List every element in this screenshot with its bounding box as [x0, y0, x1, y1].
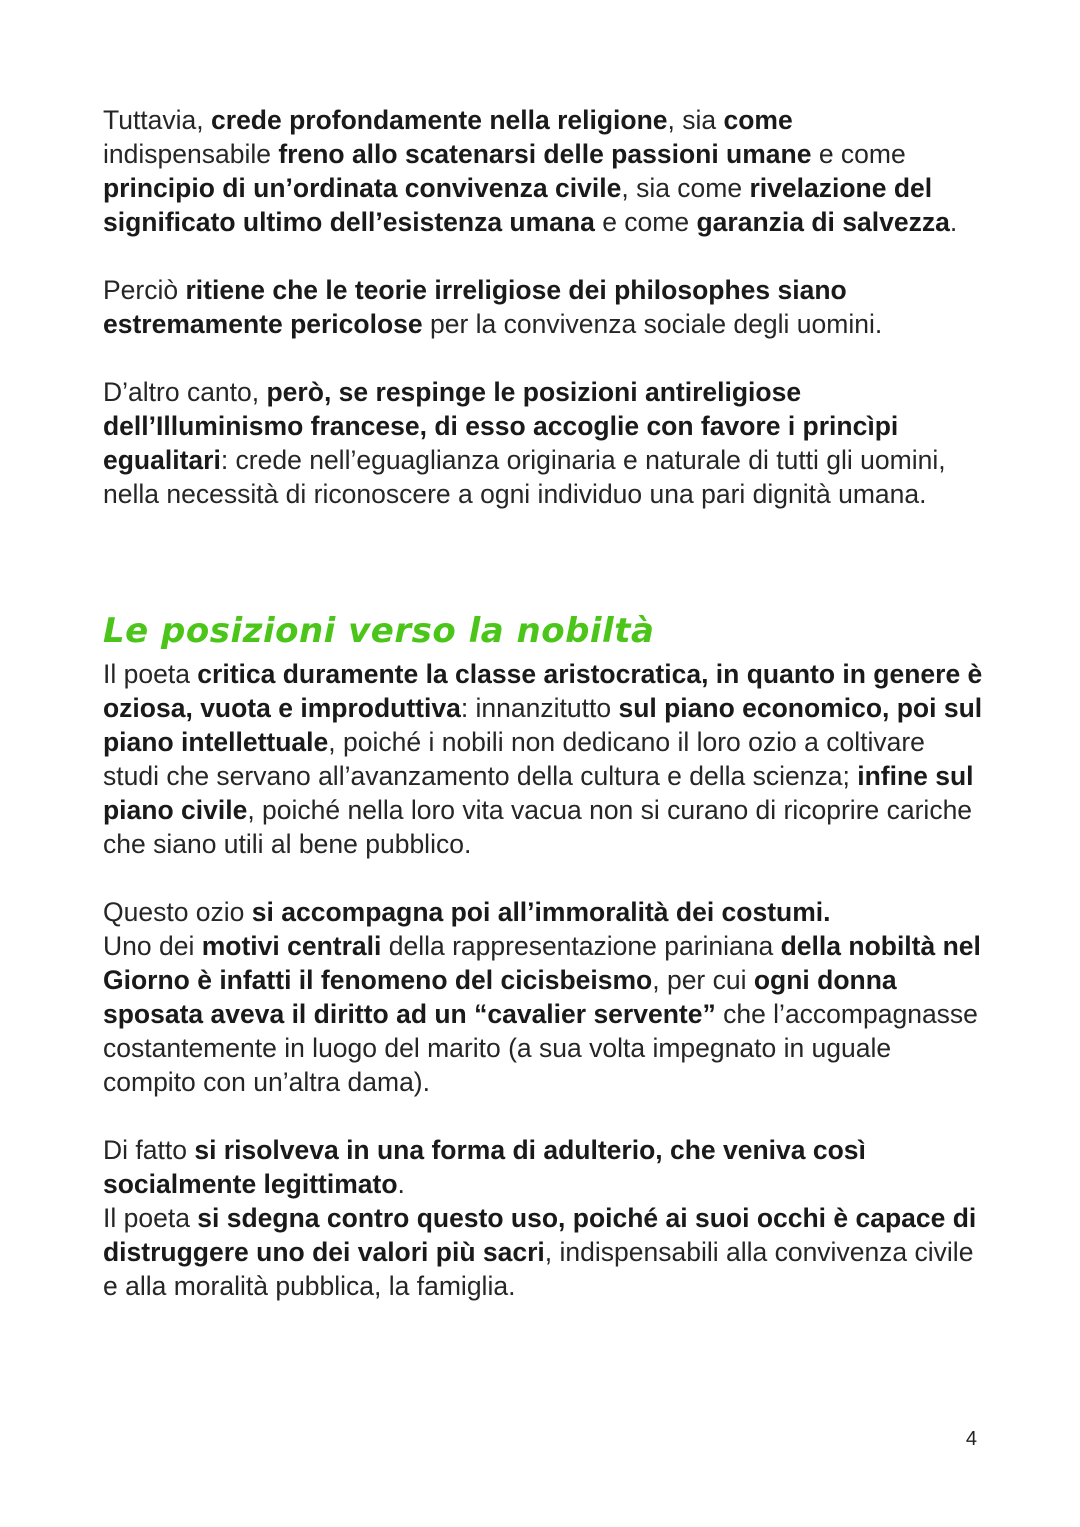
bold-run: infine sul piano civile — [103, 761, 974, 825]
bold-run: motivi centrali — [201, 931, 382, 961]
text-run: e come — [594, 207, 697, 237]
paragraph-adulterio — [103, 1133, 983, 1303]
bold-run: rivelazione del significato ultimo dell’esistenza umana — [103, 173, 933, 237]
document-page — [103, 103, 983, 1303]
bold-run: critica duramente la classe aristocratica, in quanto in genere è oziosa, vuota e improduttiva — [103, 659, 983, 723]
text-run: Tuttavia, — [103, 105, 212, 135]
bold-run: principio di un’ordinata convivenza civile — [103, 173, 622, 203]
bold-run: però — [266, 377, 324, 407]
text-run: , sia come — [621, 173, 750, 203]
bold-run: della nobiltà nel Giorno è infatti il fenomeno del cicisbeismo — [103, 931, 981, 995]
bold-run: garanzia di salvezza — [696, 207, 950, 237]
text-run: . — [397, 1169, 405, 1199]
text-run: Di fatto — [103, 1135, 195, 1165]
paragraph-cicisbeismo — [103, 895, 983, 1099]
bold-run: se respinge le posizioni antireligiose dell’Illuminismo francese, di esso accoglie con favore i princìpi egualitari — [103, 377, 899, 475]
text-run: Perciò — [103, 275, 186, 305]
text-run: che l’accompagnasse costantemente in luogo del marito (a sua volta impegnato in uguale compito con un’altra dama). — [103, 999, 978, 1097]
text-run: Il poeta — [103, 1203, 198, 1233]
text-run: , poiché nella loro vita vacua non si curano di ricoprire cariche che siano utili al bene pubblico. — [103, 795, 973, 859]
text-run: Il poeta — [103, 659, 198, 689]
paragraph-critica-aristocrazia — [103, 657, 983, 861]
text-run: , indispensabili alla convivenza civile e alla moralità pubblica, la famiglia. — [103, 1237, 974, 1301]
text-run: , per cui — [652, 965, 754, 995]
bold-run: si risolveva in una forma di adulterio, che veniva così socialmente legittimato — [103, 1135, 866, 1199]
text-run: : innanzitutto — [460, 693, 619, 723]
text-run: , sia — [667, 105, 724, 135]
text-run: , poiché i nobili non dedicano il loro ozio a coltivare studi che servano all’avanzamento della cultura e della scienza; — [103, 727, 925, 791]
bold-run: sul piano economico, poi sul piano intellettuale — [103, 693, 983, 757]
text-run: per la convivenza sociale degli uomini. — [422, 309, 883, 339]
text-run: D’altro canto, — [103, 377, 267, 407]
bold-run: come — [723, 105, 793, 135]
paragraph-philosophes — [103, 273, 983, 341]
paragraph-religione — [103, 103, 983, 239]
section-heading-nobilta: Le posizioni verso la nobiltà — [103, 611, 655, 651]
bold-run: si sdegna contro questo uso, poiché ai suoi occhi è capace di distruggere uno dei valori più sacri — [103, 1203, 977, 1267]
bold-run: ogni donna sposata aveva il diritto ad un “cavalier servente” — [103, 965, 897, 1029]
text-run: della rappresentazione pariniana — [381, 931, 781, 961]
text-run: e come — [811, 139, 906, 169]
bold-run: si accompagna poi all’immoralità dei costumi. — [251, 897, 831, 927]
text-run: . — [949, 207, 958, 237]
bold-run: ritiene che le teorie irreligiose dei philosophes siano estremamente pericolose — [103, 275, 847, 339]
bold-run: freno allo scatenarsi delle passioni umane — [278, 139, 812, 169]
text-run: Questo ozio — [103, 897, 252, 927]
text-run: : crede nell’eguaglianza originaria e naturale di tutti gli uomini, nella necessità di riconoscere a ogni individuo una pari dignità umana. — [103, 445, 946, 509]
text-run: Uno dei — [103, 931, 202, 961]
text-run: indispensabile — [103, 139, 279, 169]
bold-run: , — [323, 377, 339, 407]
bold-run: crede profondamente nella religione — [211, 105, 668, 135]
page-number: 4 — [965, 1428, 977, 1450]
paragraph-illuminismo — [103, 375, 983, 511]
